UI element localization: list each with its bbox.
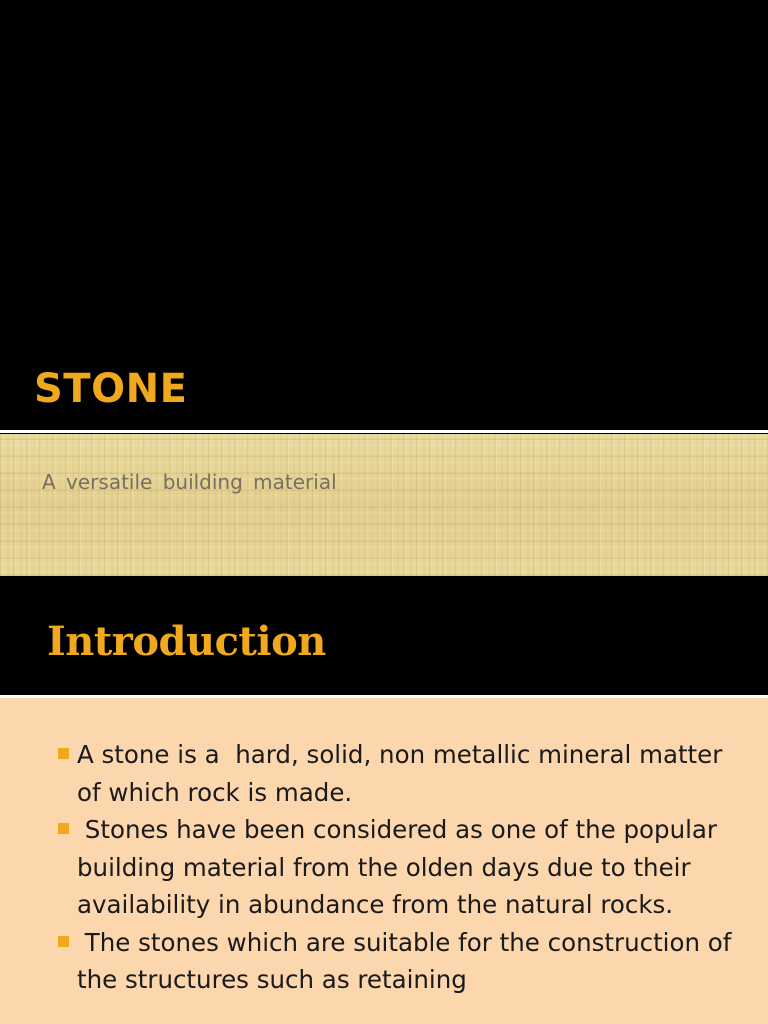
bullet-item <box>0 736 768 811</box>
square-bullet-icon <box>58 748 69 759</box>
bullet-list <box>0 736 768 999</box>
bullet-text: The stones which are suitable for the construction of the structures such as retaining <box>77 927 740 994</box>
texture-band <box>0 434 768 576</box>
bullet-text: Stones have been considered as one of the popular building material from the olden days due to their availability in abundance from the natural rocks. <box>77 815 725 919</box>
divider-line <box>0 430 768 433</box>
bullet-item <box>0 924 768 999</box>
square-bullet-icon <box>58 936 69 947</box>
square-bullet-icon <box>58 823 69 834</box>
content-panel <box>0 698 768 1024</box>
slide-heading: Introduction <box>47 618 326 665</box>
slide-subtitle: A versatile building material <box>42 470 337 494</box>
bullet-text: A stone is a hard, solid, non metallic mineral matter of which rock is made. <box>77 740 731 807</box>
slide-title-heading: STONE <box>34 366 188 412</box>
bullet-item <box>0 811 768 924</box>
slide-introduction <box>0 576 768 1024</box>
